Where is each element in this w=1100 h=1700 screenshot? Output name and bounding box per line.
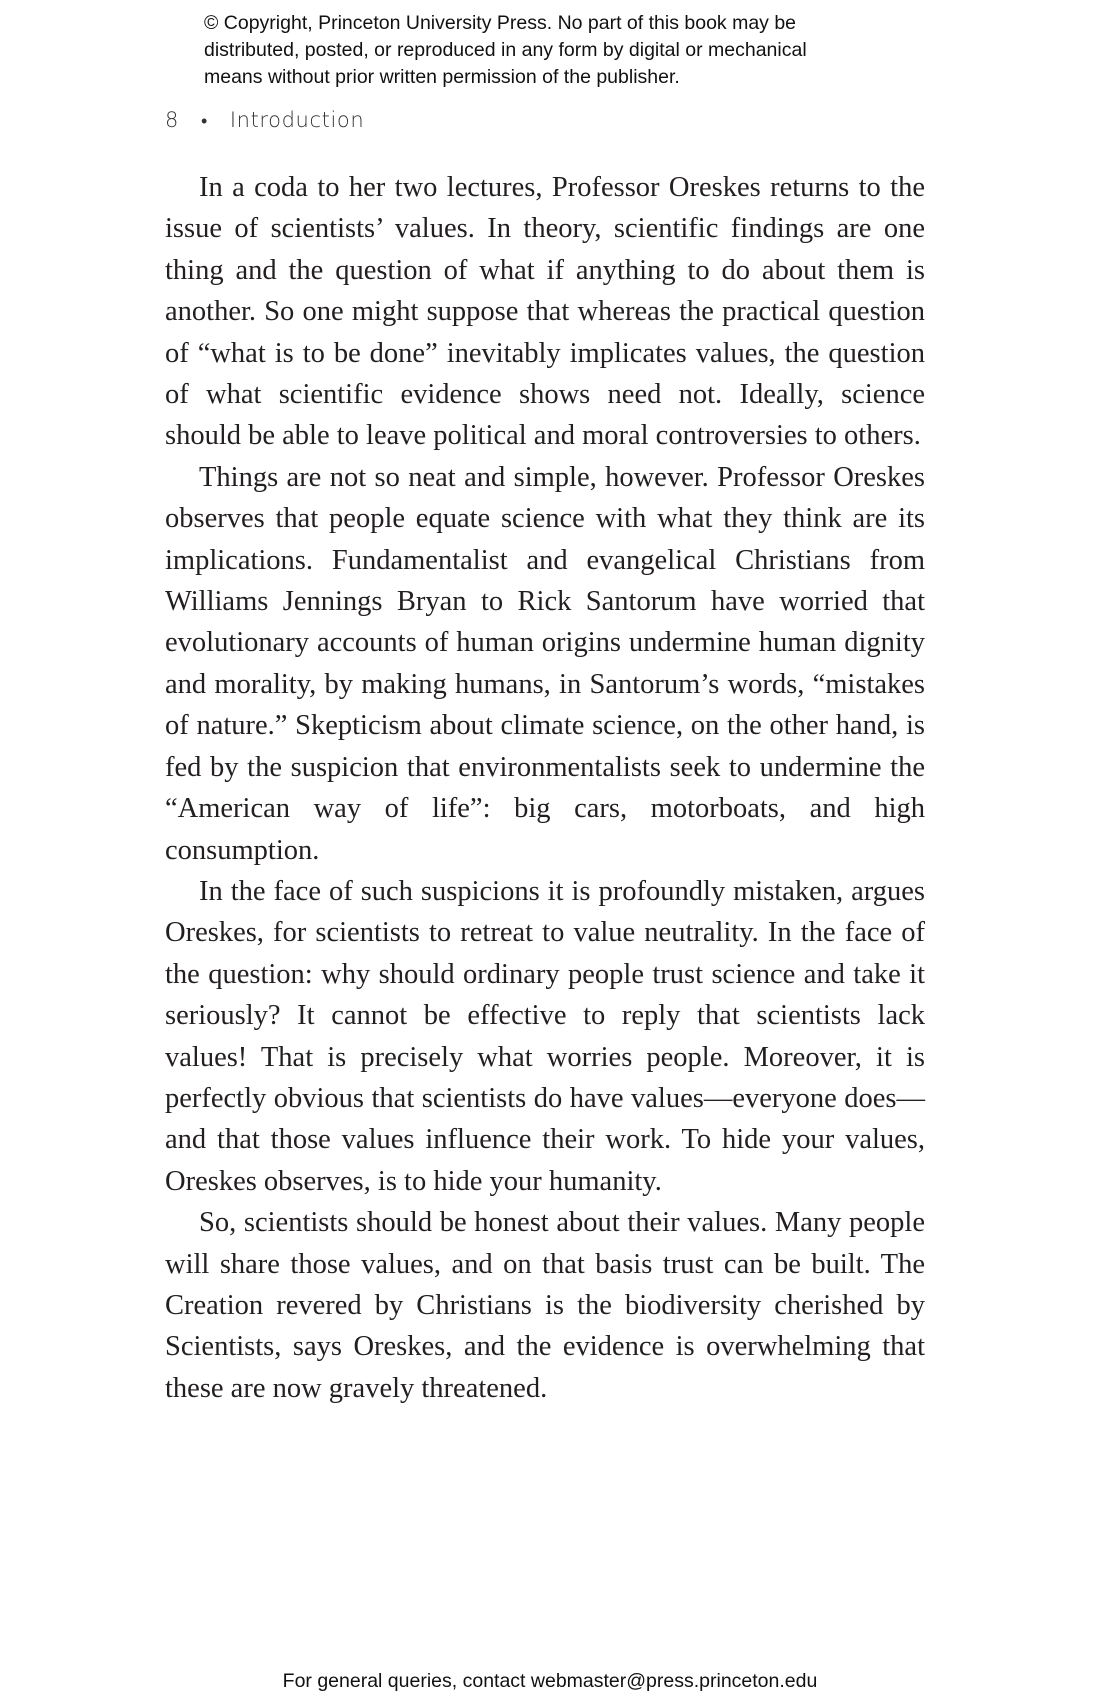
bullet-separator: • (200, 111, 208, 132)
paragraph: In a coda to her two lectures, Professor Oreskes returns to the issue of scientists’ values. In theory, scientific findings are one thing and the question of what if anything to do about them is another. So one might suppose that whereas the practical question of “what is to be done” inevitably implicates values, the question of what scientific evidence shows need not. Ideally, science should be able to leave political and moral controversies to others. (165, 172, 925, 452)
copyright-line: © Copyright, Princeton University Press. No part of this book may be (204, 12, 797, 34)
paragraph: Things are not so neat and simple, however. Professor Oreskes observes that people equate science with what they think are its implications. Fundamentalist and evangelical Christians from Williams Jennings Bryan to Rick Santorum have worried that evolutionary accounts of human origins undermine human dignity and morality, by making humans, in Santorum’s words, “mistakes of nature.” Skepticism about climate science, on the other hand, is fed by the suspicion that environmentalists seek to undermine the “American way of life”: big cars, motorboats, and high consumption. (165, 461, 925, 866)
running-head (165, 108, 364, 132)
body-text (165, 167, 925, 1409)
section-title: Introduction (229, 108, 365, 132)
page-number: 8 (165, 108, 179, 132)
copyright-line: means without prior written permission of the publisher. (204, 66, 680, 88)
paragraph: So, scientists should be honest about their values. Many people will share those values, and on that basis trust can be built. The Creation revered by Christians is the biodiversity cherished by Scientists, says Oreskes, and the evidence is overwhelming that these are now gravely threatened. (165, 1207, 925, 1404)
copyright-notice (204, 10, 964, 91)
copyright-line: distributed, posted, or reproduced in any form by digital or mechanical (204, 39, 807, 61)
paragraph: In the face of such suspicions it is profoundly mistaken, argues Oreskes, for scientists to retreat to value neutrality. In the face of the question: why should ordinary people trust science and take it seriously? It cannot be effective to reply that scientists lack values! That is precisely what worries people. Moreover, it is perfectly obvious that scientists do have values—everyone does—and that those values influence their work. To hide your values, Oreskes observes, is to hide your humanity. (165, 875, 925, 1197)
footer-contact: For general queries, contact webmaster@press.princeton.edu (282, 1670, 818, 1692)
